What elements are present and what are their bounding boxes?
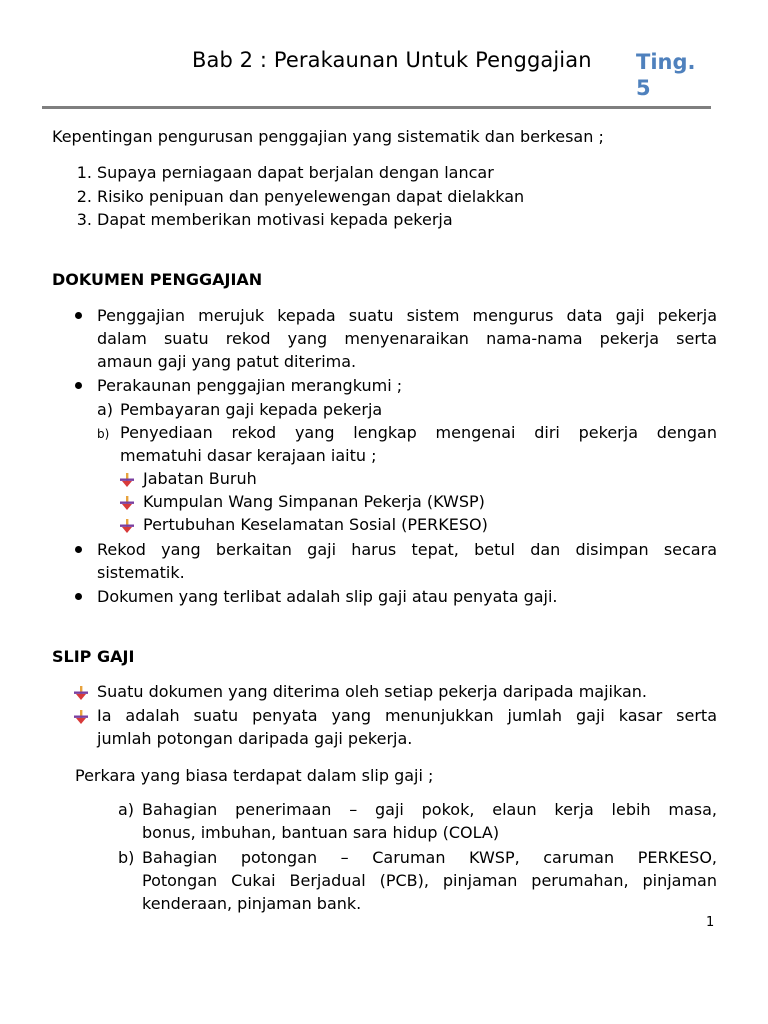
bullet-dot bbox=[75, 546, 82, 553]
page-title: Bab 2 : Perakaunan Untuk Penggajian bbox=[192, 48, 592, 72]
bullet-text: Dokumen yang terlibat adalah slip gaji atau penyata gaji. bbox=[97, 587, 558, 606]
bullet-dot bbox=[75, 593, 82, 600]
bullet-text: amaun gaji yang patut diterima. bbox=[97, 352, 357, 371]
slip-point: Ia adalah suatu penyata yang menunjukkan jumlah gaji kasar serta bbox=[97, 706, 717, 725]
bullet-text: sistematik. bbox=[97, 563, 185, 582]
sublist-text: mematuhi dasar kerajaan iaitu ; bbox=[120, 446, 377, 465]
level-badge-line1: Ting. bbox=[636, 50, 696, 74]
header-rule bbox=[42, 106, 711, 109]
bullet-text: Perakaunan penggajian merangkumi ; bbox=[97, 376, 403, 395]
down-arrow-bullet-icon bbox=[73, 685, 89, 701]
intro-list-item: Risiko penipuan dan penyelewengan dapat dielakkan bbox=[97, 187, 525, 206]
level-badge bbox=[636, 49, 708, 101]
sublist-text: Pembayaran gaji kepada pekerja bbox=[120, 400, 383, 419]
intro-list-num: 3. bbox=[76, 210, 92, 229]
down-arrow-bullet-icon bbox=[119, 518, 135, 534]
intro-list-item: Dapat memberikan motivasi kepada pekerja bbox=[97, 210, 453, 229]
slip-sublist-label: a) bbox=[118, 800, 135, 819]
agency-item: Kumpulan Wang Simpanan Pekerja (KWSP) bbox=[143, 492, 485, 511]
slip-sublist-text: Bahagian potongan – Caruman KWSP, caruman PERKESO, bbox=[142, 848, 717, 867]
intro-list-item: Supaya perniagaan dapat berjalan dengan lancar bbox=[97, 163, 494, 182]
slip-point: jumlah potongan daripada gaji pekerja. bbox=[97, 729, 413, 748]
slip-point: Suatu dokumen yang diterima oleh setiap pekerja daripada majikan. bbox=[97, 682, 647, 701]
bullet-text: Rekod yang berkaitan gaji harus tepat, betul dan disimpan secara bbox=[97, 540, 717, 559]
section-heading-dokumen: DOKUMEN PENGGAJIAN bbox=[52, 270, 263, 289]
slip-sublist-label: b) bbox=[118, 848, 135, 867]
sublist-text: Penyediaan rekod yang lengkap mengenai diri pekerja dengan bbox=[120, 423, 717, 442]
down-arrow-bullet-icon bbox=[119, 495, 135, 511]
slip-sublist-text: kenderaan, pinjaman bank. bbox=[142, 894, 362, 913]
slip-sublist-text: bonus, imbuhan, bantuan sara hidup (COLA) bbox=[142, 823, 500, 842]
slip-sublist-text: Bahagian penerimaan – gaji pokok, elaun kerja lebih masa, bbox=[142, 800, 717, 819]
down-arrow-bullet-icon bbox=[119, 472, 135, 488]
bullet-dot bbox=[75, 382, 82, 389]
slip-intro: Perkara yang biasa terdapat dalam slip gaji ; bbox=[75, 766, 434, 785]
sublist-label: a) bbox=[97, 400, 114, 419]
intro-list-num: 2. bbox=[76, 187, 92, 206]
level-badge-line2: 5 bbox=[636, 76, 651, 100]
slip-sublist-text: Potongan Cukai Berjadual (PCB), pinjaman perumahan, pinjaman bbox=[142, 871, 717, 890]
agency-item: Pertubuhan Keselamatan Sosial (PERKESO) bbox=[143, 515, 488, 534]
sublist-label: b) bbox=[97, 427, 110, 441]
page-number: 1 bbox=[706, 915, 715, 930]
bullet-text: dalam suatu rekod yang menyenaraikan nama-nama pekerja serta bbox=[97, 329, 717, 348]
intro-text: Kepentingan pengurusan penggajian yang sistematik dan berkesan ; bbox=[52, 127, 604, 146]
intro-list-num: 1. bbox=[76, 163, 92, 182]
bullet-text: Penggajian merujuk kepada suatu sistem mengurus data gaji pekerja bbox=[97, 306, 717, 325]
down-arrow-bullet-icon bbox=[73, 709, 89, 725]
agency-item: Jabatan Buruh bbox=[143, 469, 257, 488]
section-heading-slip: SLIP GAJI bbox=[52, 647, 135, 666]
bullet-dot bbox=[75, 312, 82, 319]
